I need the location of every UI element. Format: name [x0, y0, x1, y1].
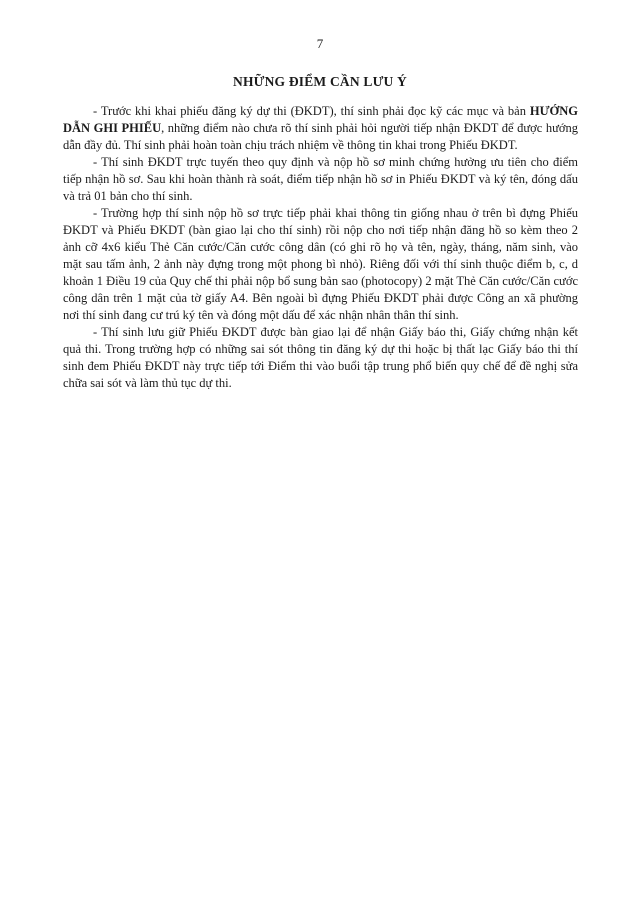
body-text: - Trước khi khai phiếu đăng ký dự thi (ĐKDT), thí sinh phải đọc kỹ các mục và bản	[93, 104, 530, 118]
body-text: - Trường hợp thí sinh nộp hồ sơ trực tiếp phải khai thông tin giống nhau ở trên bì đựng Phiếu ĐKDT và Phiếu ĐKDT (bàn giao lại cho thí sinh) rồi nộp cho nơi tiếp nhận đăng hồ so kèm theo 2 ảnh cỡ 4x6 kiểu Thẻ Căn cước/Căn cước công dân (có ghi rõ họ và tên, ngày, tháng, năm sinh, vào mặt sau tấm ảnh, 2 ảnh này đựng trong một phong bì nhỏ). Riêng đối với thí sinh thuộc điểm b, c, d khoản 1 Điều 19 của Quy chế thi phải nộp bổ sung bản sao (photocopy) 2 mặt Thẻ Căn cước/Căn cước công dân trên 1 mặt của tờ giấy A4. Bên ngoài bì đựng Phiếu ĐKDT phải được Công an xã phường nơi thí sinh đang cư trú ký tên và đóng một dấu để xác nhận nhân thân thí sinh.	[63, 206, 578, 322]
paragraph	[63, 154, 578, 205]
paragraph	[63, 205, 578, 324]
body-text: , những điểm nào chưa rõ thí sinh phải hỏi người tiếp nhận ĐKDT để được hướng dẫn đầy đủ. Thí sinh phải hoàn toàn chịu trách nhiệm về thông tin khai trong Phiếu ĐKDT.	[63, 121, 578, 152]
paragraph	[63, 324, 578, 392]
body-text: - Thí sinh ĐKDT trực tuyến theo quy định và nộp hồ sơ minh chứng hưởng ưu tiên cho điểm tiếp nhận hồ sơ. Sau khi hoàn thành rà soát, điểm tiếp nhận hồ sơ in Phiếu ĐKDT và ký tên, đóng dấu và trả 01 bản cho thí sinh.	[63, 155, 578, 203]
paragraph	[63, 103, 578, 154]
document-body	[63, 103, 578, 392]
body-text: - Thí sinh lưu giữ Phiếu ĐKDT được bàn giao lại để nhận Giấy báo thi, Giấy chứng nhận kết quả thi. Trong trường hợp có những sai sót thông tin đăng ký dự thi hoặc bị thất lạc Giấy báo thi thí sinh đem Phiếu ĐKDT này trực tiếp tới Điểm thi vào buổi tập trung phổ biến quy chế để đề nghị sửa chữa sai sót và làm thủ tục dự thi.	[63, 325, 578, 390]
page-number: 7	[316, 36, 324, 51]
bold-text: HƯỚNG DẪN GHI PHIẾU	[63, 104, 578, 135]
page-title: NHỮNG ĐIỂM CẦN LƯU Ý	[233, 74, 407, 89]
